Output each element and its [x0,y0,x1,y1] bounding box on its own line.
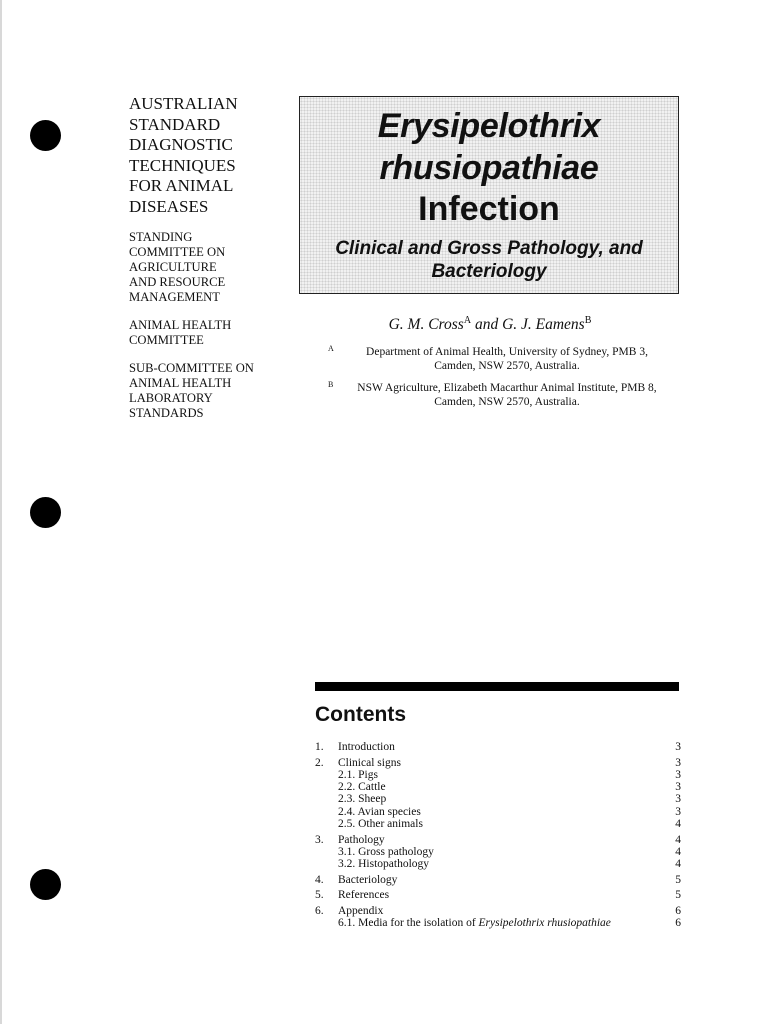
author-2: G. J. Eamens [502,316,585,334]
affiliation-b-marker: B [328,380,334,389]
document-subtitle: Clinical and Gross Pathology, and Bacteriology [335,238,643,282]
toc-subentry: 3.1. Gross pathology 4 [338,845,681,858]
sub-committee: SUB-COMMITTEE ON ANIMAL HEALTH LABORATORY STANDARDS [129,360,254,420]
author-1-marker: A [463,315,472,326]
document-title-box [299,96,679,294]
toc-entry: 4. Bacteriology 5 [315,873,681,886]
series-title: AUSTRALIAN STANDARD DIAGNOSTIC TECHNIQUES FOR ANIMAL DISEASES [129,94,238,216]
affiliation-a-marker: A [328,344,334,353]
binder-hole-top [30,120,61,151]
toc-entry: 1. Introduction 3 [315,741,681,753]
organism-name: Erysipelothrix rhusiopathiae [478,917,611,930]
page-edge [0,0,2,1024]
table-of-contents [315,741,681,930]
toc-entry: 3. Pathology 4 [315,833,681,846]
toc-subentry: 6.1. Media for the isolation of Erysipelothrix rhusiopathiae 6 [338,917,681,930]
animal-health-committee: ANIMAL HEALTH COMMITTEE [129,317,232,347]
binder-hole-bottom [30,869,61,900]
toc-entry: 2. Clinical signs 3 [315,756,681,769]
toc-subentry: 2.2. Cattle 3 [338,781,681,794]
title-line-2: rhusiopathiae [379,149,599,187]
title-line-3: Infection [418,190,560,228]
toc-subentry: 2.5. Other animals 4 [338,818,681,831]
toc-entry: 5. References 5 [315,889,681,902]
author-1: G. M. Cross [388,316,464,334]
author-2-marker: B [584,315,592,326]
toc-subentry: 2.3. Sheep 3 [338,793,681,806]
toc-subentry: 2.4. Avian species 3 [338,805,681,818]
binder-hole-middle [30,497,61,528]
authors-line [300,315,680,334]
affiliation-b: B NSW Agriculture, Elizabeth Macarthur Animal Institute, PMB 8, Camden, NSW 2570, Australia. [328,380,657,408]
author-conjunction: and [471,316,503,334]
toc-entry: 6. Appendix 6 [315,905,681,918]
section-divider [315,682,679,691]
title-line-1: Erysipelothrix [377,107,601,145]
toc-subentry: 3.2. Histopathology 4 [338,858,681,871]
series-info-column [129,94,299,434]
contents-heading: Contents [315,703,406,726]
standing-committee: STANDING COMMITTEE ON AGRICULTURE AND RESOURCE MANAGEMENT [129,229,226,304]
toc-subentry: 2.1. Pigs 3 [338,768,681,781]
affiliation-a: A Department of Animal Health, University of Sydney, PMB 3, Camden, NSW 2570, Australia. [328,344,648,372]
